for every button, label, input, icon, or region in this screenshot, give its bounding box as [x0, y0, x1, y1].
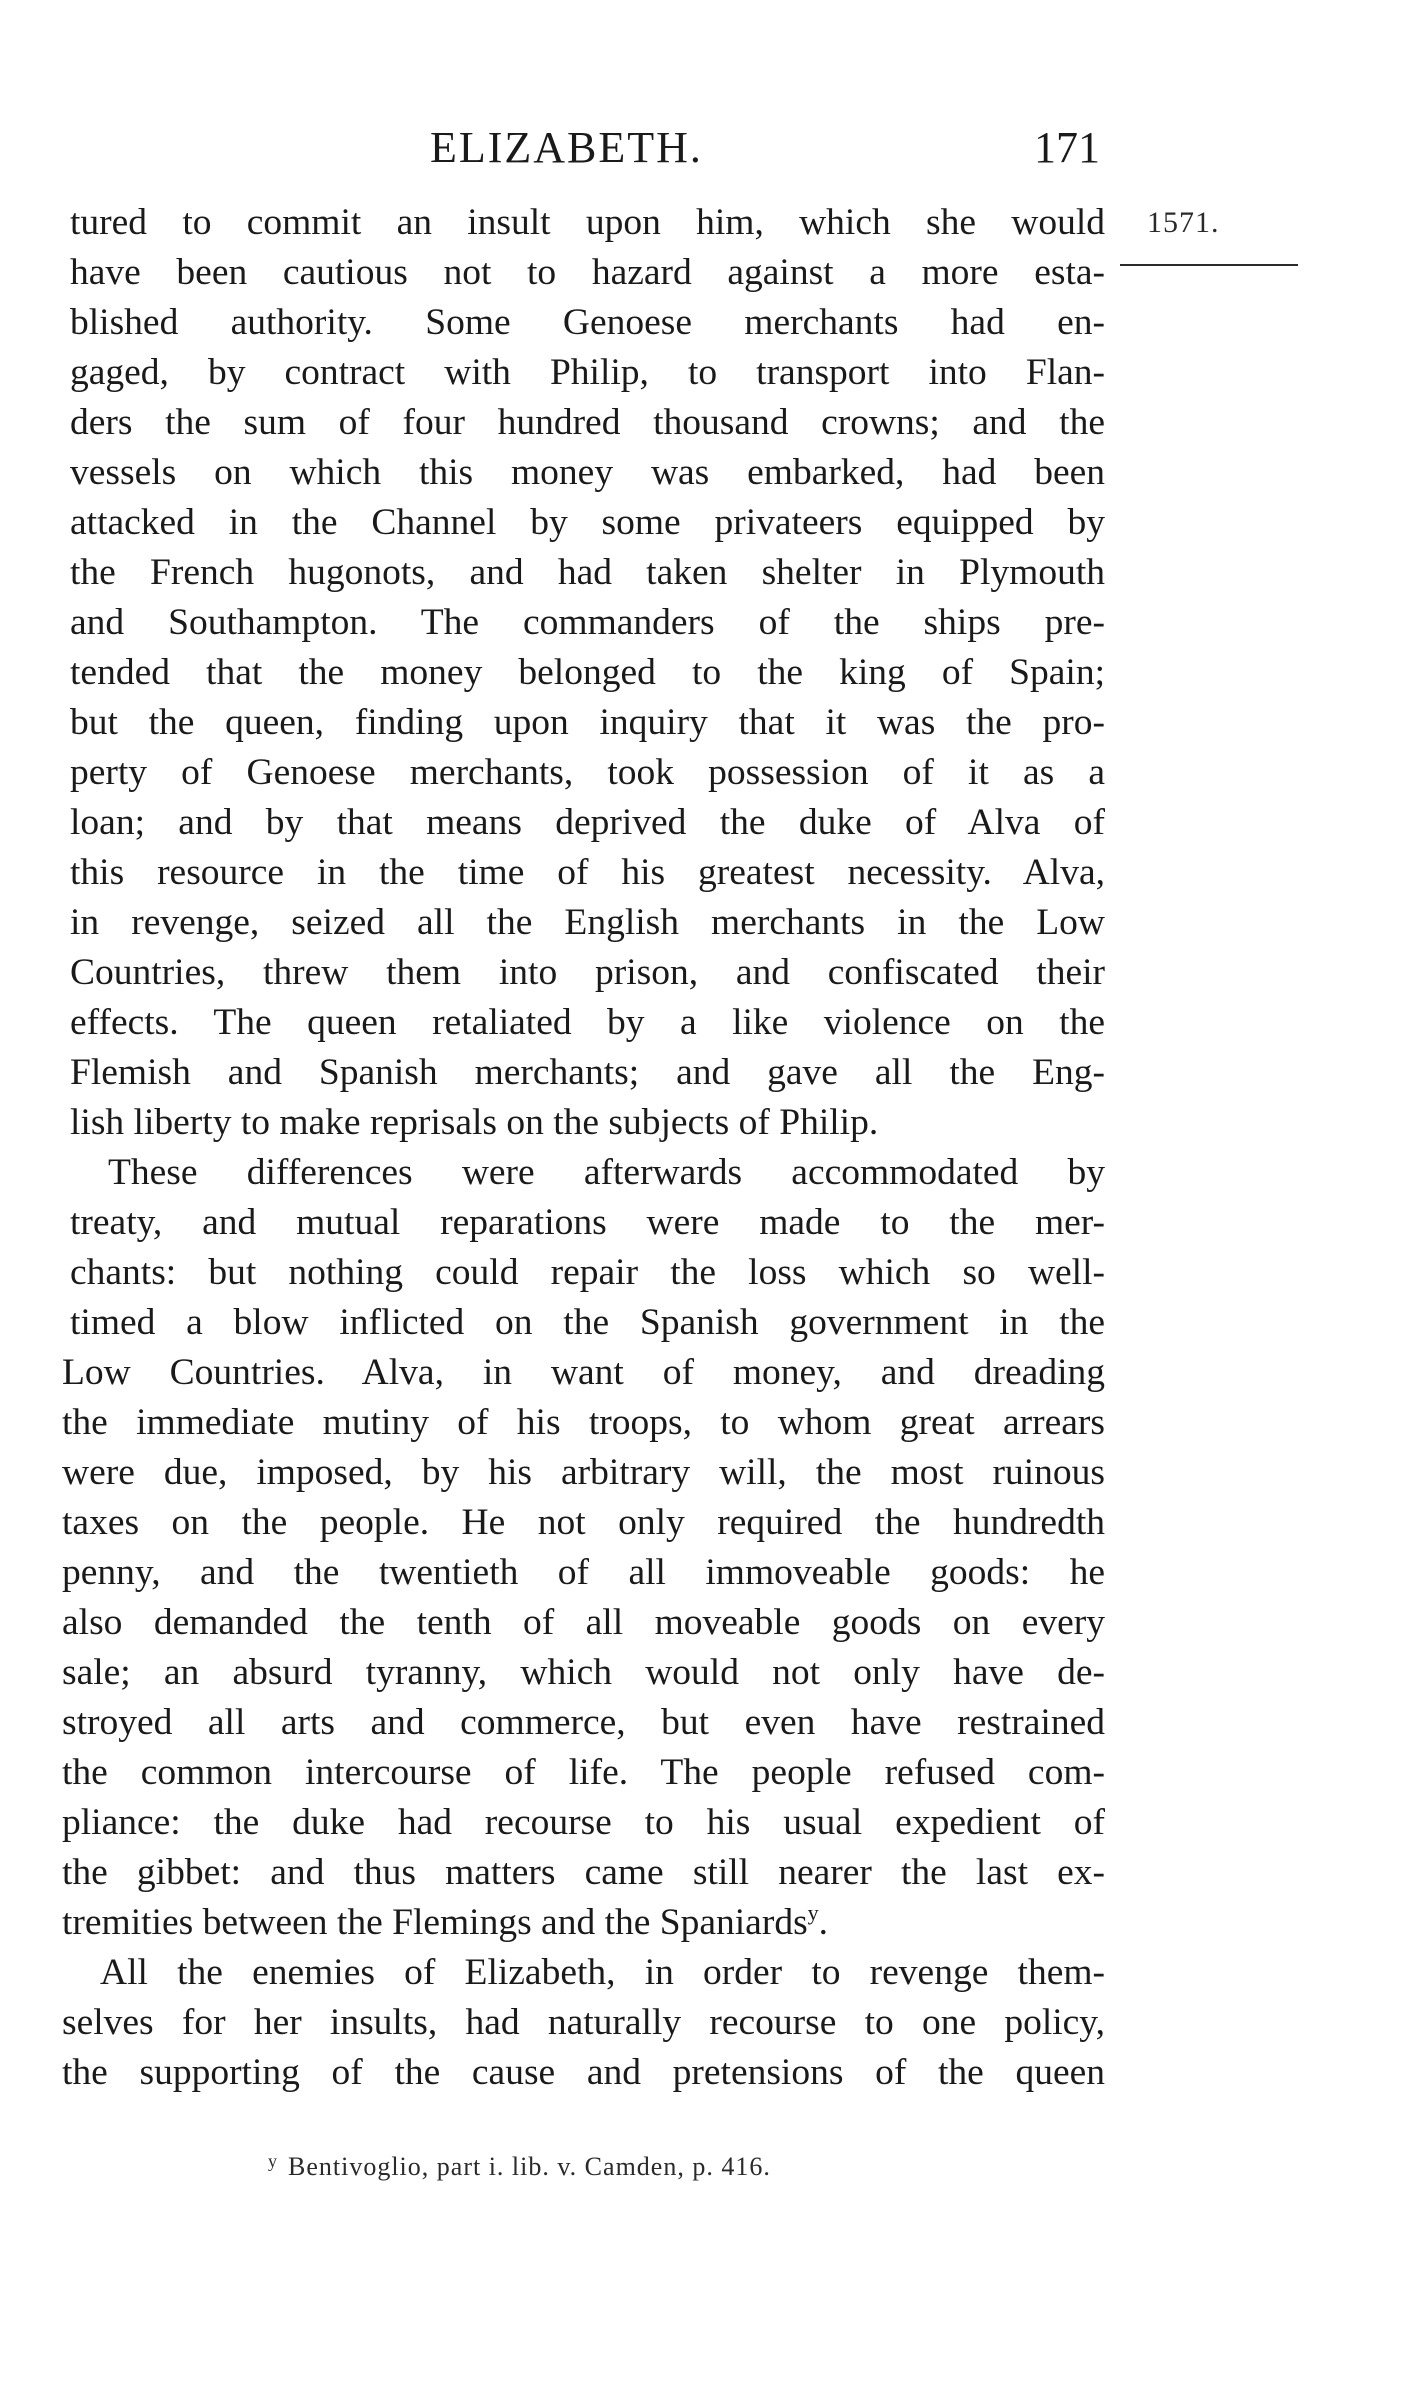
text-line: pliance: the duke had recourse to his usual expedient of: [62, 1802, 1105, 1843]
text-line: stroyed all arts and commerce, but even have restrained: [62, 1702, 1105, 1743]
text-line: tured to commit an insult upon him, which she would: [70, 202, 1105, 243]
margin-rule: [1120, 264, 1298, 266]
running-title: ELIZABETH.: [430, 123, 703, 172]
text-line: vessels on which this money was embarked, had been: [70, 452, 1105, 493]
text-line: also demanded the tenth of all moveable goods on every: [62, 1602, 1105, 1643]
text-line: gaged, by contract with Philip, to transport into Flan-: [70, 352, 1105, 393]
text-line: attacked in the Channel by some privateers equipped by: [70, 502, 1105, 543]
text-line: Countries, threw them into prison, and confiscated their: [70, 952, 1105, 993]
body-text: [62, 198, 1105, 2098]
text-line: ders the sum of four hundred thousand crowns; and the: [70, 402, 1105, 443]
text-line: tended that the money belonged to the king of Spain;: [70, 652, 1105, 693]
text-line: were due, imposed, by his arbitrary will, the most ruinous: [62, 1452, 1105, 1493]
footnote: [268, 2143, 771, 2185]
text-line: loan; and by that means deprived the duke of Alva of: [70, 802, 1105, 843]
text-line: penny, and the twentieth of all immoveable goods: he: [62, 1552, 1105, 1593]
text-line: Low Countries. Alva, in want of money, and dreading: [62, 1352, 1105, 1393]
text-line: treaty, and mutual reparations were made to the mer-: [70, 1202, 1105, 1243]
text-line: lish liberty to make reprisals on the subjects of Philip.: [70, 1102, 879, 1143]
footnote-mark: y: [268, 2151, 278, 2171]
text-line: this resource in the time of his greatest necessity. Alva,: [70, 852, 1105, 893]
text-line: the common intercourse of life. The people refused com-: [62, 1752, 1105, 1793]
page-number: 171: [1034, 123, 1100, 172]
text-line: Flemish and Spanish merchants; and gave all the Eng-: [70, 1052, 1105, 1093]
text-line: in revenge, seized all the English merchants in the Low: [70, 902, 1105, 943]
text-line: selves for her insults, had naturally recourse to one policy,: [62, 2002, 1105, 2043]
text-line: tremities between the Flemings and the Spaniards: [62, 1902, 808, 1943]
text-line: All the enemies of Elizabeth, in order to revenge them-: [100, 1952, 1105, 1993]
text-line-with-footnote-ref: tremities between the Flemings and the Spaniards$^y$.: [62, 1900, 829, 1943]
text-line: and Southampton. The commanders of the ships pre-: [70, 602, 1105, 643]
text-line: the immediate mutiny of his troops, to whom great arrears: [62, 1402, 1105, 1443]
running-head: [430, 118, 1100, 178]
text-line: have been cautious not to hazard against a more esta-: [70, 252, 1105, 293]
text-line: the gibbet: and thus matters came still nearer the last ex-: [62, 1852, 1105, 1893]
text-line: sale; an absurd tyranny, which would not only have de-: [62, 1652, 1105, 1693]
text-line: but the queen, finding upon inquiry that it was the pro-: [70, 702, 1105, 743]
text-line: the French hugonots, and had taken shelter in Plymouth: [70, 552, 1105, 593]
text-line: effects. The queen retaliated by a like violence on the: [70, 1002, 1105, 1043]
text-line: timed a blow inflicted on the Spanish government in the: [70, 1302, 1105, 1343]
text-line: taxes on the people. He not only required the hundredth: [62, 1502, 1105, 1543]
text-line: These differences were afterwards accommodated by: [108, 1152, 1105, 1193]
margin-year-note: 1571.: [1147, 206, 1220, 239]
text-line: the supporting of the cause and pretensions of the queen: [62, 2052, 1105, 2093]
footnote-text: Bentivoglio, part i. lib. v. Camden, p. 416.: [288, 2152, 771, 2181]
text-line: blished authority. Some Genoese merchants had en-: [70, 302, 1105, 343]
text-line: chants: but nothing could repair the loss which so well-: [70, 1252, 1105, 1293]
text-line: perty of Genoese merchants, took possession of it as a: [70, 752, 1105, 793]
footnote-reference: y: [807, 1900, 819, 1925]
